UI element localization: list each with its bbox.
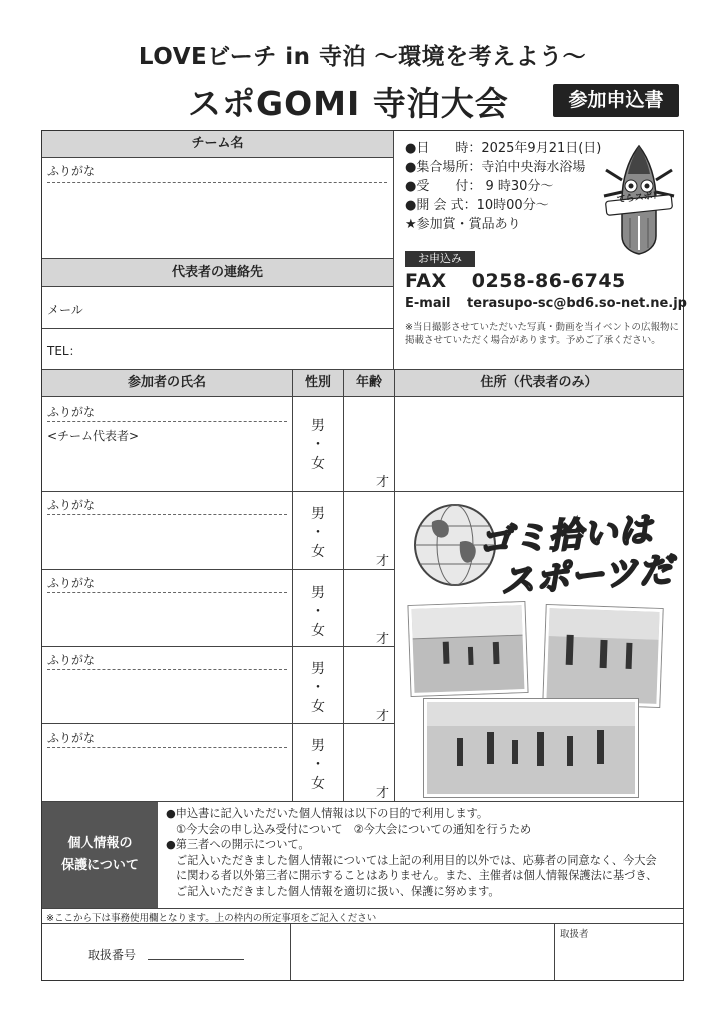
apply-email[interactable]: terasupo-sc@bd6.so-net.ne.jp: [467, 296, 687, 311]
furigana-dash: [47, 421, 287, 422]
fax-label: FAX: [405, 270, 447, 292]
event-date: ●日 時：2025年9月21日(日): [405, 141, 602, 156]
row2-furigana: ふりがな: [47, 498, 96, 512]
event-info: [405, 139, 601, 234]
divider: [42, 646, 394, 647]
tel-label: TEL：: [47, 344, 81, 358]
divider: [393, 131, 394, 369]
furigana-dash: [47, 182, 387, 183]
divider: [394, 396, 395, 801]
furigana-dash: [47, 747, 287, 748]
team-name-header: チーム名: [42, 131, 393, 158]
tel-field[interactable]: [100, 333, 388, 365]
row5-age-unit: 才: [376, 786, 390, 801]
divider: [42, 908, 683, 909]
privacy-text: ●申込書に記入いただいた個人情報は以下の目的で利用します。 ①今大会の申し込み受付について ②今大会についての通知を行うため ●第三者への開示について。 ご記入いただきました個人情報については上記の利用目的以外では、応募者の同意なく、今大会 に関わる者以外第三者に開示することはありません。また、主催者は個人情報保護法に基づき、 ご記入いただきました個人情報を適切に扱い、保護に努めます。: [166, 807, 658, 898]
team-name-field[interactable]: [47, 186, 387, 256]
beach-photo-2: [543, 605, 662, 707]
mascot-label: てらスポ！: [616, 190, 663, 206]
beach-photo-3: [424, 699, 638, 797]
handler-label: 取扱者: [560, 929, 589, 940]
contact-header: 代表者の連絡先: [42, 259, 393, 287]
divider: [42, 923, 683, 924]
divider: [42, 723, 394, 724]
form-badge: 参加申込書: [553, 84, 679, 117]
office-note: ※ここから下は事務使用欄となります。上の枠内の所定事項をご記入ください: [46, 913, 377, 924]
row4-furigana: ふりがな: [47, 653, 96, 667]
apply-email-label: E-mail: [405, 296, 451, 311]
fax-number: 0258-86-6745: [471, 270, 626, 292]
row5-gender[interactable]: 男 ・ 女: [311, 738, 325, 792]
row4-age-unit: 才: [376, 709, 390, 724]
leader-note: <チーム代表者>: [47, 429, 140, 443]
address-field[interactable]: [396, 397, 682, 490]
email-label: メール: [47, 303, 83, 317]
team-furigana-label: ふりがな: [47, 164, 96, 178]
row1-furigana: ふりがな: [47, 405, 96, 419]
furigana-dash: [47, 592, 287, 593]
email-field[interactable]: [100, 292, 388, 324]
row4-gender[interactable]: 男 ・ 女: [311, 661, 325, 715]
row2-age-unit: 才: [376, 554, 390, 569]
furigana-dash: [47, 514, 287, 515]
col-name-header: 参加者の氏名: [42, 370, 293, 397]
divider: [290, 923, 291, 980]
divider: [554, 923, 555, 980]
handling-number-field[interactable]: [148, 959, 244, 960]
event-place: ●集合場所：寺泊中央海水浴場: [405, 160, 586, 175]
promo-line1: ゴミ拾いは: [477, 509, 655, 563]
fax-line: [405, 270, 626, 292]
row2-gender[interactable]: 男 ・ 女: [311, 506, 325, 560]
beach-photo-1: [408, 602, 527, 696]
promo-line2: スポーツだ: [499, 549, 676, 602]
handling-number-label: 取扱番号: [88, 948, 137, 962]
col-age-header: 年齢: [344, 370, 395, 397]
event-reception: ●受 付： 9 時30分～: [405, 179, 554, 194]
row1-age-unit: 才: [376, 475, 390, 490]
row5-furigana: ふりがな: [47, 731, 96, 745]
row3-age-unit: 才: [376, 632, 390, 647]
privacy-label: 個人情報の 保護について: [42, 802, 158, 908]
row3-gender[interactable]: 男 ・ 女: [311, 585, 325, 639]
furigana-dash: [47, 669, 287, 670]
email-line: [405, 296, 687, 311]
divider: [42, 328, 393, 329]
apply-label: お申込み: [405, 251, 475, 267]
col-gender-header: 性別: [293, 370, 344, 397]
row1-gender[interactable]: 男 ・ 女: [311, 418, 325, 472]
divider: [42, 491, 683, 492]
divider: [42, 569, 394, 570]
photo-note: ※当日撮影させていただいた写真・動画を当イベントの広報物に掲載させていただく場合があります。予めご了承ください。: [405, 322, 679, 346]
col-address-header: 住所（代表者のみ）: [395, 370, 683, 397]
title-line1: LOVEビーチ in 寺泊 ～環境を考えよう～: [138, 44, 587, 70]
divider: [343, 396, 344, 801]
row3-furigana: ふりがな: [47, 576, 96, 590]
title-line2: スポGOMI 寺泊大会: [188, 84, 509, 123]
event-prize: ★参加賞・賞品あり: [405, 217, 521, 232]
event-opening: ●開 会 式：10時00分～: [405, 198, 549, 213]
